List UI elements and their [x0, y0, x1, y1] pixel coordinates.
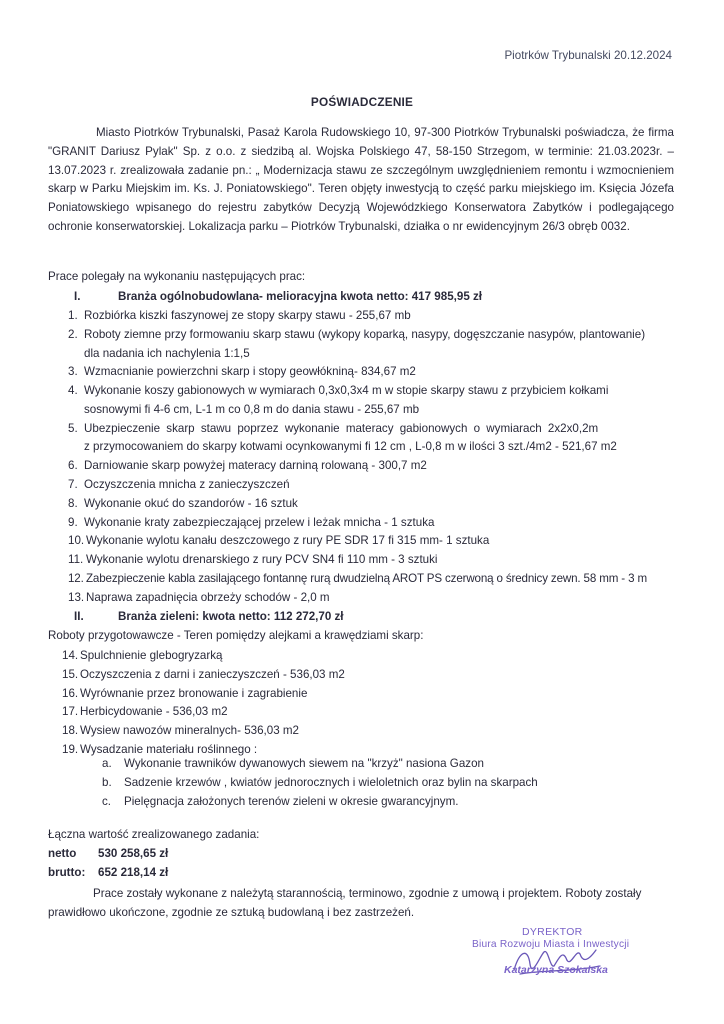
item-number: 1.: [68, 309, 78, 322]
item-text: Wyrównanie przez bronowanie i zagrabienie: [80, 686, 308, 700]
item-number: 4.: [68, 384, 78, 398]
item-number: 16.: [62, 686, 79, 700]
item-number: 17.: [62, 705, 79, 719]
list-item: [68, 570, 678, 589]
item-text: Rozbiórka kiszki faszynowej ze stopy skarpy stawu - 255,67 mb: [84, 309, 411, 322]
section-2-number: II.: [74, 610, 84, 623]
item-text: Zabezpieczenie kabla zasilającego fontannę rurą dwudzielną AROT PS czerwoną o średnicy zewn. 58 mm - 3 m: [86, 571, 647, 585]
item-text: Wykonanie koszy gabionowych w wymiarach 0,3x0,3x4 m w stopie skarpy stawu z przybiciem kołkami: [84, 384, 609, 398]
list-item: [68, 363, 678, 382]
section-1-number: I.: [74, 290, 81, 303]
stamp-office: Biura Rozwoju Miasta i Inwestycji: [472, 939, 630, 950]
subitem-text: Wykonanie trawników dywanowych siewem na "krzyż" nasiona Gazon: [124, 757, 484, 770]
section-1-heading: [74, 288, 482, 307]
subitem-letter: c.: [102, 794, 112, 808]
section-2-list: [62, 647, 662, 760]
item-text: Wysiew nawozów mineralnych- 536,03 m2: [80, 724, 299, 738]
item-text: Wykonanie wylotu kanału deszczowego z rury PE SDR 17 fi 315 mm- 1 sztuka: [86, 534, 490, 548]
item-number: 7.: [68, 478, 78, 492]
list-item: [68, 551, 678, 570]
list-item: [62, 647, 662, 666]
section-1-title: Branża ogólnobudowlana- melioracyjna kwota netto: 417 985,95 zł: [118, 290, 483, 303]
sublist-item: [102, 774, 538, 793]
item-number: 2.: [68, 327, 78, 341]
list-item: [68, 420, 678, 458]
section-2-title: Branża zieleni: kwota netto: 112 272,70 zł: [118, 610, 344, 623]
section-2-heading: [74, 608, 344, 627]
list-item: [68, 457, 678, 476]
item-text-continued: dla nadania ich nachylenia 1:1,5: [84, 346, 250, 360]
list-item: [68, 326, 678, 364]
planting-sublist: [102, 755, 538, 811]
item-number: 14.: [62, 649, 79, 662]
item-number: 10.: [68, 534, 85, 548]
list-item: [62, 703, 662, 722]
list-item: [62, 685, 662, 704]
brutto-label: brutto:: [48, 865, 86, 879]
preparatory-works-label: Roboty przygotowawcze - Teren pomiędzy alejkami a krawędziami skarp:: [48, 629, 424, 642]
list-item: [68, 476, 678, 495]
item-text: Oczyszczenia mnicha z zanieczyszczeń: [84, 478, 290, 492]
list-item: [68, 307, 678, 326]
brutto-row: [48, 864, 259, 883]
item-number: 11.: [68, 553, 84, 567]
stamp-title: DYREKTOR: [522, 926, 583, 938]
list-item: [62, 666, 662, 685]
item-text: Darniowanie skarp powyżej materacy darniną rolowaną - 300,7 m2: [84, 459, 427, 473]
item-text: Herbicydowanie - 536,03 m2: [80, 705, 228, 719]
section-1-list: [68, 307, 678, 608]
total-summary: [48, 826, 259, 882]
item-text: Ubezpieczenie skarp stawu poprzez wykonanie materacy gabionowych o wymiarach 2x2x0,2m: [84, 421, 599, 435]
list-item: [68, 589, 678, 608]
subitem-letter: a.: [102, 757, 112, 770]
item-number: 19.: [62, 742, 79, 756]
document-title: POŚWIADCZENIE: [310, 95, 414, 109]
item-text: Wysadzanie materiału roślinnego :: [80, 742, 258, 756]
place-date: Piotrków Trybunalski 20.12.2024: [504, 49, 672, 62]
subitem-text: Pielęgnacja założonych terenów zieleni w okresie gwarancyjnym.: [124, 794, 459, 808]
item-text: Wykonanie wylotu drenarskiego z rury PCV SN4 fi 110 mm - 3 sztuki: [86, 553, 438, 567]
item-number: 18.: [62, 724, 79, 738]
closing-paragraph: Prace zostały wykonane z należytą starannością, terminowo, zgodnie z umową i projektem. Roboty zostały prawidłowo ukończone, zgodnie ze sztuką budowlaną i bez zastrzeżeń.: [48, 887, 642, 919]
item-text-continued: z przymocowaniem do skarpy kotwami ocynkowanymi fi 12 cm , L-0,8 m w ilości 3 szt./4m2 - 521,67 m2: [84, 440, 617, 454]
item-number: 3.: [68, 365, 78, 379]
sublist-item: [102, 793, 538, 812]
item-number: 13.: [68, 590, 85, 604]
item-number: 5.: [68, 421, 78, 435]
list-item: [68, 514, 678, 533]
netto-value: 530 258,65 zł: [98, 846, 169, 860]
list-item: [68, 532, 678, 551]
item-number: 6.: [68, 459, 78, 473]
list-item: [68, 382, 678, 420]
intro-paragraph: Miasto Piotrków Trybunalski, Pasaż Karola Rudowskiego 10, 97-300 Piotrków Trybunalski poświadcza, że firma "GRANIT Dariusz Pylak" Sp. z o.o. z siedzibą al. Wojska Polskiego 47, 58-150 Strzegom, w terminie: 21.03.2023r. – 13.07.2023 r. zrealizowała zadanie pn.: „ Modernizacja stawu ze szczególnym uwzględnieniem remontu i wzmocnieniem skarp w Parku Miejskim im. Ks. J. Poniatowskiego". Teren objęty inwestycją to część parku miejskiego im. Księcia Józefa Poniatowskiego wpisanego do rejestru zabytków Decyzją Wojewódzkiego Konserwatora Zabytków i podlegającego ochronie konserwatorskiej. Lokalizacja parku – Piotrków Trybunalski, działka o nr ewidencyjnym 26/3 obręb 0032.: [48, 126, 674, 233]
sublist-item: [102, 755, 538, 774]
subitem-letter: b.: [102, 775, 112, 789]
item-number: 15.: [62, 667, 79, 681]
list-item: [68, 495, 678, 514]
item-text-continued: sosnowymi fi 4-6 cm, L-1 m co 0,8 m do dania stawu - 255,67 mb: [84, 402, 420, 416]
subitem-text: Sadzenie krzewów , kwiatów jednorocznych i wieloletnich oraz bylin na skarpach: [124, 775, 538, 789]
item-text: Wzmacnianie powierzchni skarp i stopy geowłókniną- 834,67 m2: [84, 365, 416, 379]
summary-label: Łączna wartość zrealizowanego zadania:: [48, 828, 260, 841]
list-item: [62, 722, 662, 741]
item-text: Oczyszczenia z darni i zanieczyszczeń - 536,03 m2: [80, 667, 345, 681]
item-number: 12.: [68, 571, 84, 585]
item-text: Naprawa zapadnięcia obrzeży schodów - 2,0 m: [86, 590, 330, 604]
stamp-name: Katarzyna Szokalska: [504, 964, 608, 976]
item-text: Wykonanie kraty zabezpieczającej przelew i leżak mnicha - 1 sztuka: [84, 515, 435, 529]
netto-row: [48, 845, 259, 864]
item-number: 9.: [68, 515, 78, 529]
netto-label: netto: [48, 846, 77, 860]
director-stamp: [470, 924, 670, 986]
item-number: 8.: [68, 496, 78, 510]
item-text: Spulchnienie glebogryzarką: [80, 649, 223, 662]
item-text: Roboty ziemne przy formowaniu skarp stawu (wykopy koparką, nasypy, dogęszczanie nasypów, plantowanie): [84, 327, 646, 341]
works-lead: Prace polegały na wykonaniu następujących prac:: [48, 270, 306, 283]
item-text: Wykonanie okuć do szandorów - 16 sztuk: [84, 496, 298, 510]
brutto-value: 652 218,14 zł: [98, 865, 169, 879]
